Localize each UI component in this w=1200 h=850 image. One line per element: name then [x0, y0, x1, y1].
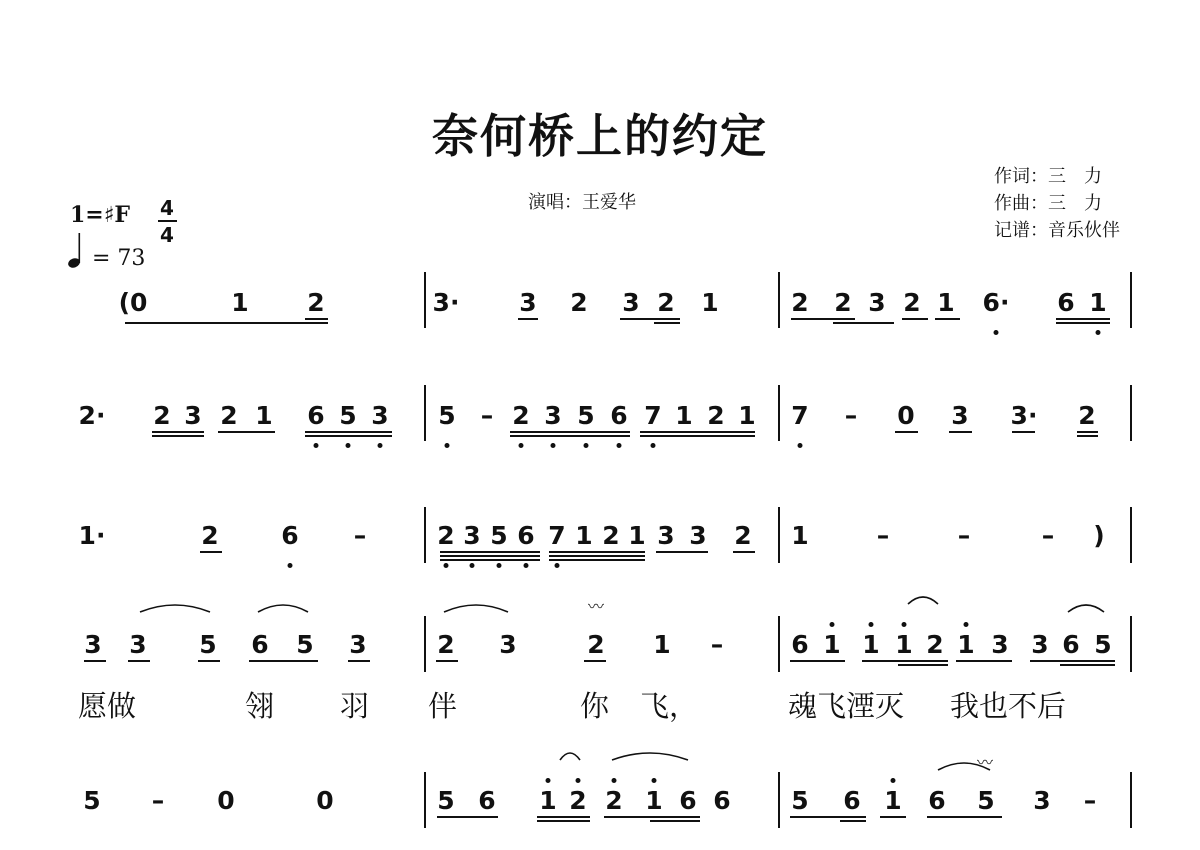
low-octave-dot — [378, 443, 383, 448]
note: 6· — [982, 288, 1010, 317]
barline — [1130, 507, 1132, 563]
barline — [778, 272, 780, 328]
low-octave-dot — [524, 563, 529, 568]
note: 1 — [895, 630, 913, 659]
slur — [612, 753, 688, 760]
underline — [549, 551, 645, 553]
note: 2 — [926, 630, 944, 659]
underline — [1012, 431, 1035, 433]
barline — [778, 772, 780, 828]
underline — [656, 551, 708, 553]
note: 1 — [823, 630, 841, 659]
note: 6 — [791, 630, 809, 659]
underline — [510, 435, 630, 437]
note: 6 — [928, 786, 946, 815]
underline — [436, 660, 458, 662]
note: 2 — [605, 786, 623, 815]
underline — [790, 816, 866, 818]
underline — [949, 431, 972, 433]
underline — [200, 551, 222, 553]
underline — [895, 431, 918, 433]
note: 3· — [1010, 401, 1038, 430]
underline — [620, 318, 680, 320]
lyric: 愿做 — [78, 689, 137, 723]
underline — [654, 322, 680, 324]
note: 1 — [231, 288, 249, 317]
barline — [424, 507, 426, 563]
underline — [305, 322, 328, 324]
note: 1 — [539, 786, 557, 815]
note: 2 — [707, 401, 725, 430]
note: 2 — [834, 288, 852, 317]
low-octave-dot — [444, 563, 449, 568]
barline — [1130, 272, 1132, 328]
note: 3 — [657, 521, 675, 550]
note: 3 — [868, 288, 886, 317]
underline — [1077, 435, 1098, 437]
lyric: 魂飞湮灭 — [788, 689, 905, 723]
note: 2 — [153, 401, 171, 430]
performer: 演唱：王爱华 — [528, 192, 636, 213]
underline — [440, 551, 540, 553]
underline — [898, 664, 948, 666]
note: 3 — [622, 288, 640, 317]
low-octave-dot — [994, 330, 999, 335]
note: 6 — [713, 786, 731, 815]
lyric: 伴 — [428, 689, 458, 723]
underline — [1056, 322, 1110, 324]
note: 1 — [1089, 288, 1107, 317]
note: 2 — [437, 630, 455, 659]
note: – — [1083, 786, 1097, 815]
barline — [778, 616, 780, 672]
underline — [152, 431, 204, 433]
note: 1 — [884, 786, 902, 815]
underline — [927, 816, 1002, 818]
low-octave-dot — [798, 443, 803, 448]
high-octave-dot — [891, 778, 896, 783]
underline — [440, 559, 540, 561]
note: 6 — [281, 521, 299, 550]
note: 3 — [689, 521, 707, 550]
note: 2 — [512, 401, 530, 430]
barline — [424, 772, 426, 828]
note: 5 — [977, 786, 995, 815]
underline — [125, 322, 328, 324]
underline — [440, 555, 540, 557]
composer-credit: 作曲：三 力 — [994, 193, 1102, 214]
low-octave-dot — [314, 443, 319, 448]
note: 2 — [569, 786, 587, 815]
note: 1 — [653, 630, 671, 659]
high-octave-dot — [902, 622, 907, 627]
slur — [1068, 605, 1104, 612]
note: 1 — [575, 521, 593, 550]
note: 1 — [628, 521, 646, 550]
note: 3 — [951, 401, 969, 430]
note: 2 — [1078, 401, 1096, 430]
note: 7 — [791, 401, 809, 430]
note: 2 — [201, 521, 219, 550]
slur — [444, 605, 508, 612]
underline — [956, 660, 1012, 662]
low-octave-dot — [470, 563, 475, 568]
note: 2 — [903, 288, 921, 317]
barline — [424, 272, 426, 328]
underline — [218, 431, 275, 433]
note: 6 — [1057, 288, 1075, 317]
underline — [84, 660, 106, 662]
high-octave-dot — [546, 778, 551, 783]
underline — [437, 816, 498, 818]
underline — [305, 435, 392, 437]
high-octave-dot — [830, 622, 835, 627]
lyric: 羽 — [340, 689, 370, 723]
note: 5 — [83, 786, 101, 815]
transcriber-credit: 记谱：音乐伙伴 — [994, 220, 1120, 241]
underline — [862, 660, 948, 662]
slur — [908, 597, 938, 604]
low-octave-dot — [445, 443, 450, 448]
note: – — [353, 521, 367, 550]
note: 6 — [843, 786, 861, 815]
time-signature-bottom: 4 — [160, 223, 174, 247]
note: 3 — [1033, 786, 1051, 815]
note: 3 — [1031, 630, 1049, 659]
mordent-icon: 〰 — [976, 753, 994, 772]
slur — [560, 753, 580, 760]
underline — [305, 318, 328, 320]
high-octave-dot — [652, 778, 657, 783]
note: 1· — [78, 521, 106, 550]
high-octave-dot — [964, 622, 969, 627]
lyric: 飞， — [640, 689, 699, 723]
note: 5 — [577, 401, 595, 430]
note: – — [151, 786, 165, 815]
note: 6 — [251, 630, 269, 659]
low-octave-dot — [346, 443, 351, 448]
underline — [935, 318, 960, 320]
underline — [128, 660, 150, 662]
note: – — [844, 401, 858, 430]
note: 1 — [957, 630, 975, 659]
low-octave-dot — [651, 443, 656, 448]
note: 0 — [316, 786, 334, 815]
note: 2 — [437, 521, 455, 550]
underline — [249, 660, 318, 662]
underline — [640, 431, 755, 433]
underline — [790, 660, 845, 662]
low-octave-dot — [555, 563, 560, 568]
note: 6 — [478, 786, 496, 815]
barline — [778, 385, 780, 441]
note: 2 — [791, 288, 809, 317]
note: 3 — [499, 630, 517, 659]
underline — [537, 820, 590, 822]
low-octave-dot — [584, 443, 589, 448]
note: 5 — [791, 786, 809, 815]
underline — [1077, 431, 1098, 433]
underline — [348, 660, 370, 662]
note: 2 — [602, 521, 620, 550]
low-octave-dot — [617, 443, 622, 448]
note: 6 — [517, 521, 535, 550]
note: 3 — [129, 630, 147, 659]
note: 5 — [339, 401, 357, 430]
underline — [650, 820, 700, 822]
note: 3 — [349, 630, 367, 659]
underline — [833, 322, 894, 324]
underline — [1056, 318, 1110, 320]
note: 6 — [679, 786, 697, 815]
note: 1 — [791, 521, 809, 550]
low-octave-dot — [288, 563, 293, 568]
barline — [424, 616, 426, 672]
note: 1 — [675, 401, 693, 430]
low-octave-dot — [519, 443, 524, 448]
note: 5 — [438, 401, 456, 430]
underline — [791, 318, 855, 320]
note: 5 — [490, 521, 508, 550]
song-title: 奈何桥上的约定 — [432, 109, 768, 163]
note: 1 — [738, 401, 756, 430]
note: – — [710, 630, 724, 659]
note: 3 — [84, 630, 102, 659]
note: 3 — [991, 630, 1009, 659]
note: – — [480, 401, 494, 430]
barline — [1130, 385, 1132, 441]
note: 2 — [307, 288, 325, 317]
low-octave-dot — [1096, 330, 1101, 335]
note: 3 — [371, 401, 389, 430]
note: 5 — [1094, 630, 1112, 659]
underline — [510, 431, 630, 433]
key-signature: 1=♯F — [70, 202, 131, 228]
note: 2 — [734, 521, 752, 550]
high-octave-dot — [612, 778, 617, 783]
mordent-icon: 〰 — [587, 597, 605, 616]
underline — [1060, 664, 1115, 666]
note: ) — [1093, 521, 1105, 550]
high-octave-dot — [869, 622, 874, 627]
lyric: 我也不后 — [950, 689, 1067, 723]
high-octave-dot — [576, 778, 581, 783]
underline — [584, 660, 606, 662]
lyricist-credit: 作词：三 力 — [994, 166, 1102, 187]
underline — [518, 318, 538, 320]
note: 5 — [437, 786, 455, 815]
note: 2 — [570, 288, 588, 317]
barline — [1130, 772, 1132, 828]
note: 1 — [645, 786, 663, 815]
note: 0 — [217, 786, 235, 815]
note: 0 — [897, 401, 915, 430]
underline — [549, 555, 645, 557]
note: 6 — [307, 401, 325, 430]
note: 1 — [255, 401, 273, 430]
underline — [733, 551, 755, 553]
slur — [140, 605, 210, 612]
underline — [537, 816, 590, 818]
note: 3 — [184, 401, 202, 430]
note: (0 — [118, 288, 148, 317]
underline — [604, 816, 700, 818]
barline — [1130, 616, 1132, 672]
underline — [640, 435, 755, 437]
note: 3 — [463, 521, 481, 550]
low-octave-dot — [551, 443, 556, 448]
underline — [1030, 660, 1115, 662]
note: 3· — [432, 288, 460, 317]
underline — [305, 431, 392, 433]
note: 7 — [548, 521, 566, 550]
note: 3 — [519, 288, 537, 317]
underline — [880, 816, 906, 818]
note: 6 — [610, 401, 628, 430]
barline — [424, 385, 426, 441]
tempo-marking: = 73 — [92, 246, 146, 271]
underline — [840, 820, 866, 822]
lyric: 翎 — [245, 689, 275, 723]
barline — [778, 507, 780, 563]
note: 2 — [220, 401, 238, 430]
lyric: 你 — [580, 689, 610, 723]
time-signature-top: 4 — [160, 196, 174, 220]
note: 3 — [544, 401, 562, 430]
note: 7 — [644, 401, 662, 430]
underline — [549, 559, 645, 561]
note: – — [1041, 521, 1055, 550]
note: 1 — [862, 630, 880, 659]
underline — [902, 318, 928, 320]
note: – — [876, 521, 890, 550]
note: 2 — [587, 630, 605, 659]
slur — [258, 605, 308, 612]
note: 1 — [937, 288, 955, 317]
note: 6 — [1062, 630, 1080, 659]
underline — [198, 660, 220, 662]
note: 5 — [296, 630, 314, 659]
note: 1 — [701, 288, 719, 317]
low-octave-dot — [497, 563, 502, 568]
underline — [152, 435, 204, 437]
note: – — [957, 521, 971, 550]
note: 2· — [78, 401, 106, 430]
note: 2 — [657, 288, 675, 317]
note: 5 — [199, 630, 217, 659]
